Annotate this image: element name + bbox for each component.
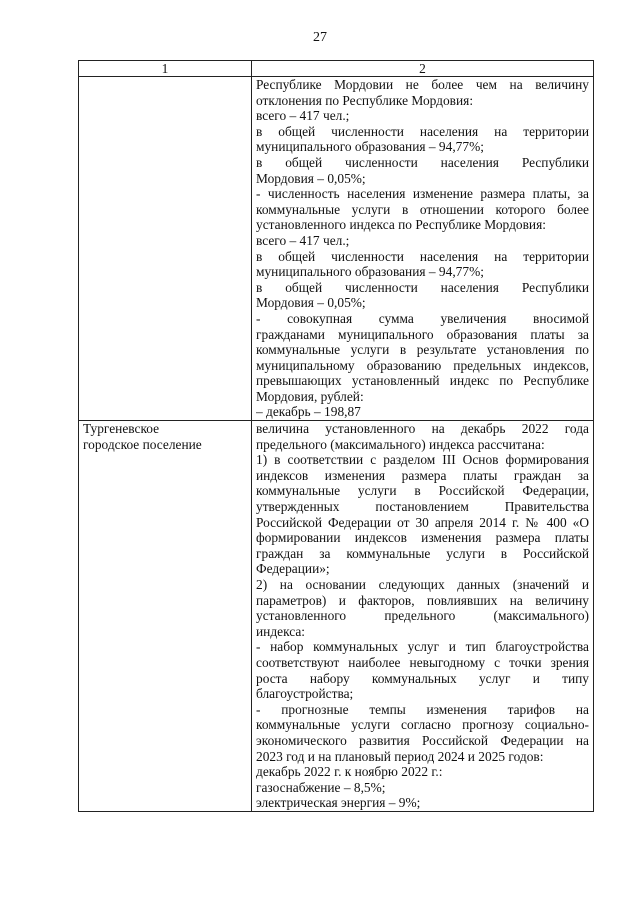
municipality-name-line: городское поселение bbox=[83, 436, 202, 452]
column-header-2: 2 bbox=[252, 61, 594, 77]
description-cell bbox=[252, 421, 594, 812]
description-line: коммунальные услуги в результате установления по bbox=[256, 342, 589, 358]
column-header-1: 1 bbox=[79, 61, 252, 77]
description-line: коммунальные услуги в отношении которого более bbox=[256, 201, 589, 217]
description-line: 2) на основании следующих данных (значений и bbox=[256, 577, 589, 592]
description-line: предельного (максимального) индекса рассчитана: bbox=[256, 436, 545, 452]
description-line: роста набору коммунальных услуг и типу bbox=[256, 670, 589, 686]
description-line: декабрь 2022 г. к ноябрю 2022 г.: bbox=[256, 764, 443, 780]
description-line: Федерации»; bbox=[256, 561, 330, 577]
description-line: Мордовия – 0,05%; bbox=[256, 170, 366, 186]
description-line: в общей численности населения Республики bbox=[256, 279, 589, 295]
description-line: Мордовия, рублей: bbox=[256, 388, 364, 404]
description-line: утвержденных постановлением Правительства bbox=[256, 499, 589, 515]
table-row bbox=[79, 77, 594, 421]
description-line: - прогнозные темпы изменения тарифов на bbox=[256, 701, 589, 717]
description-line: в общей численности населения на территории bbox=[256, 123, 589, 139]
description-line: индексов изменения размера платы граждан за bbox=[256, 467, 589, 483]
description-line: Российской Федерации от 30 апреля 2014 г. № 400 «О bbox=[256, 514, 589, 530]
table-header-row bbox=[79, 61, 594, 77]
description-line: превышающих установленный индекс по Республике bbox=[256, 373, 589, 389]
description-line: муниципального образования – 94,77%; bbox=[256, 264, 484, 280]
description-line: величина установленного на декабрь 2022 года bbox=[256, 421, 589, 437]
description-line: индекса: bbox=[256, 623, 306, 639]
document-table bbox=[78, 60, 594, 812]
description-line: формировании индексов изменения размера платы bbox=[256, 530, 589, 546]
description-line: - набор коммунальных услуг и тип благоустройства bbox=[256, 639, 589, 655]
description-line: коммунальные услуги согласно прогнозу социально- bbox=[256, 717, 589, 733]
description-line: граждан за коммунальные услуги в Российской bbox=[256, 545, 589, 561]
municipality-name-line: Тургеневское bbox=[83, 421, 160, 437]
description-cell bbox=[252, 77, 594, 421]
description-line: всего – 417 чел.; bbox=[256, 232, 350, 248]
description-line: Республике Мордовии не более чем на величину bbox=[256, 77, 589, 92]
description-line: Мордовия – 0,05%; bbox=[256, 295, 366, 311]
description-line: всего – 417 чел.; bbox=[256, 108, 350, 124]
description-line: 1) в соответствии с разделом III Основ формирования bbox=[256, 452, 589, 468]
description-line: - численность населения изменение размера платы, за bbox=[256, 186, 589, 202]
description-line: отклонения по Республике Мордовия: bbox=[256, 92, 474, 108]
description-line: параметров) и факторов, повлиявших на величину bbox=[256, 592, 589, 608]
description-line: в общей численности населения Республики bbox=[256, 154, 589, 170]
description-line: муниципальному образованию предельных индексов, bbox=[256, 357, 589, 373]
description-line: в общей численности населения на территории bbox=[256, 248, 589, 264]
municipality-cell bbox=[79, 77, 252, 421]
description-line: электрическая энергия – 9%; bbox=[256, 795, 421, 811]
description-line: газоснабжение – 8,5%; bbox=[256, 779, 386, 795]
description-line: коммунальные услуги в Российской Федерации, bbox=[256, 483, 589, 499]
description-line: муниципального образования – 94,77%; bbox=[256, 139, 484, 155]
description-line: – декабрь – 198,87 bbox=[256, 404, 361, 420]
description-line: гражданами муниципального образования платы за bbox=[256, 326, 589, 342]
description-line: установленного предельного (максимального) bbox=[256, 608, 589, 624]
description-line: установленного индекса по Республике Мордовия: bbox=[256, 217, 546, 233]
description-line: 2023 год и на плановый период 2024 и 2025 годов: bbox=[256, 748, 544, 764]
description-line: экономического развития Российской Федерации на bbox=[256, 732, 589, 748]
description-line: благоустройства; bbox=[256, 686, 354, 702]
description-line: - совокупная сумма увеличения вносимой bbox=[256, 310, 589, 326]
page-number: 27 bbox=[313, 30, 327, 45]
municipality-cell bbox=[79, 421, 252, 812]
table-row bbox=[79, 421, 594, 812]
description-line: соответствуют наиболее невыгодному с точки зрения bbox=[256, 654, 589, 670]
